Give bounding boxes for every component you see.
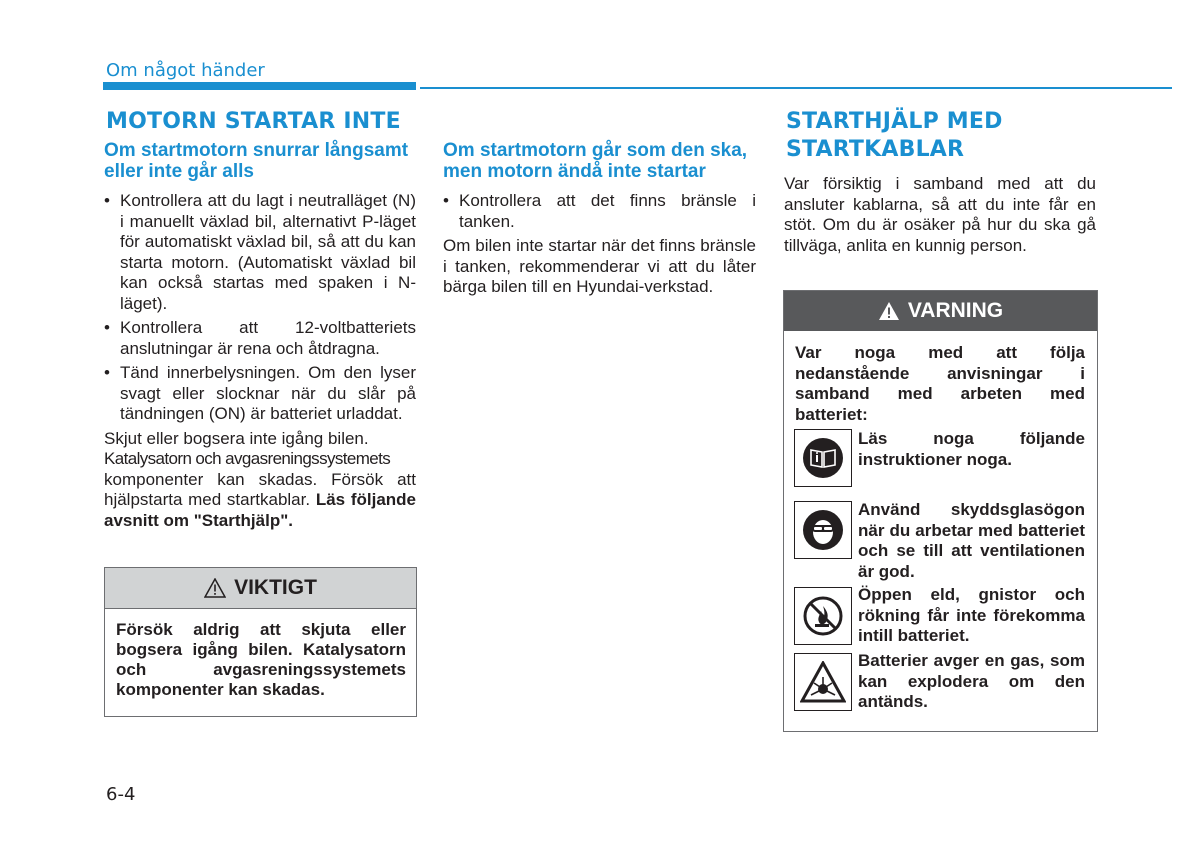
column-1: [104, 140, 416, 531]
warning-item-text: Läs noga följande instruktioner noga.: [858, 429, 1085, 469]
list-item: • Kontrollera att du lagt i neutralläget (N) i manuellt växlad bil, alternativt P-läget för automatiskt växlad bil, så att du kan starta motorn. (Automatiskt växlad bil kan också startas med spaken i N-läget).: [104, 191, 416, 314]
paragraph-no-push-start: [104, 429, 416, 532]
paragraph-line: Skjut eller bogsera inte igång bilen.: [104, 428, 369, 448]
safety-goggles-icon-frame: [794, 501, 852, 559]
warning-item: [794, 651, 1086, 713]
read-manual-icon-frame: [794, 429, 852, 487]
explosive-hazard-icon: [800, 661, 846, 703]
read-manual-icon: [801, 436, 845, 480]
paragraph-jump-start-caution: Var försiktig i samband med att du ansluter kablarna, så att du inte får en stöt. Om du är osäker på hur du ska gå tillväga, anlita en kunnig person.: [784, 174, 1096, 255]
warning-header: [784, 291, 1097, 331]
safety-goggles-icon: [801, 508, 845, 552]
warning-item-text: Använd skyddsglasögon när du arbetar med batteriet och se till att ventilationen är god.: [858, 500, 1085, 581]
paragraph-text: komponenter kan skadas. Försök att hjälpstarta med startkablar.: [104, 469, 416, 509]
caution-triangle-icon: [204, 578, 226, 598]
column-2: [443, 140, 756, 298]
notice-text: Försök aldrig att skjuta eller bogsera igång bilen. Katalysatorn och avgasreningssystemets komponenter kan skadas.: [116, 620, 406, 699]
no-open-flame-icon-frame: [794, 587, 852, 645]
notice-title: VIKTIGT: [234, 576, 317, 599]
subheading-starter-slow: Om startmotorn snurrar långsamt eller inte går alls: [104, 140, 409, 182]
notice-header: [105, 568, 416, 609]
paragraph-line: Katalysatorn och avgasreningssystemets: [104, 449, 391, 468]
section-label: Om något händer: [106, 60, 265, 81]
bullet-list-2: [443, 191, 756, 232]
no-open-flame-icon: [801, 594, 845, 638]
warning-item-text: Öppen eld, gnistor och rökning får inte förekomma intill batteriet.: [858, 585, 1085, 645]
list-item: • Tänd innerbelysningen. Om den lyser svagt eller slocknar när du slår på tändningen (ON) är batteriet urladdat.: [104, 363, 416, 425]
subheading-starter-ok: Om startmotorn går som den ska, men motorn ändå inte startar: [443, 140, 748, 182]
paragraph-bold-reference: Läs följande avsnitt om "Starthjälp".: [104, 490, 416, 530]
page-number: 6-4: [106, 784, 136, 805]
title-line: STARTKABLAR: [786, 137, 965, 162]
warning-item: [794, 427, 1086, 487]
paragraph-towing-advice: Om bilen inte startar när det finns bränsle i tanken, rekommenderar vi att du låter bärga bilen till en Hyundai-verkstad.: [443, 236, 756, 296]
warning-intro: Var noga med att följa nedanstående anvisningar i samband med arbeten med batteriet:: [795, 343, 1085, 424]
bullet-list-1: [104, 191, 416, 425]
warning-item: [794, 585, 1086, 645]
warning-item-text: Batterier avger en gas, som kan explodera om den antänds.: [858, 651, 1085, 711]
header-rule-thin: [420, 87, 1172, 89]
warning-item: [794, 498, 1086, 582]
header-rule-thick: [103, 82, 416, 90]
section-title-jump-start: [786, 108, 1003, 164]
warning-box: [783, 290, 1098, 732]
notice-box-important: [104, 567, 417, 717]
section-title-engine-wont-start: MOTORN STARTAR INTE: [106, 109, 401, 134]
warning-triangle-icon: [878, 301, 900, 321]
explosive-hazard-icon-frame: [794, 653, 852, 711]
warning-title: VARNING: [907, 299, 1004, 322]
list-item: • Kontrollera att det finns bränsle i tanken.: [443, 191, 756, 232]
title-line: STARTHJÄLP MED: [786, 109, 1003, 134]
list-item: • Kontrollera att 12-voltbatteriets anslutningar är rena och åtdragna.: [104, 318, 416, 359]
